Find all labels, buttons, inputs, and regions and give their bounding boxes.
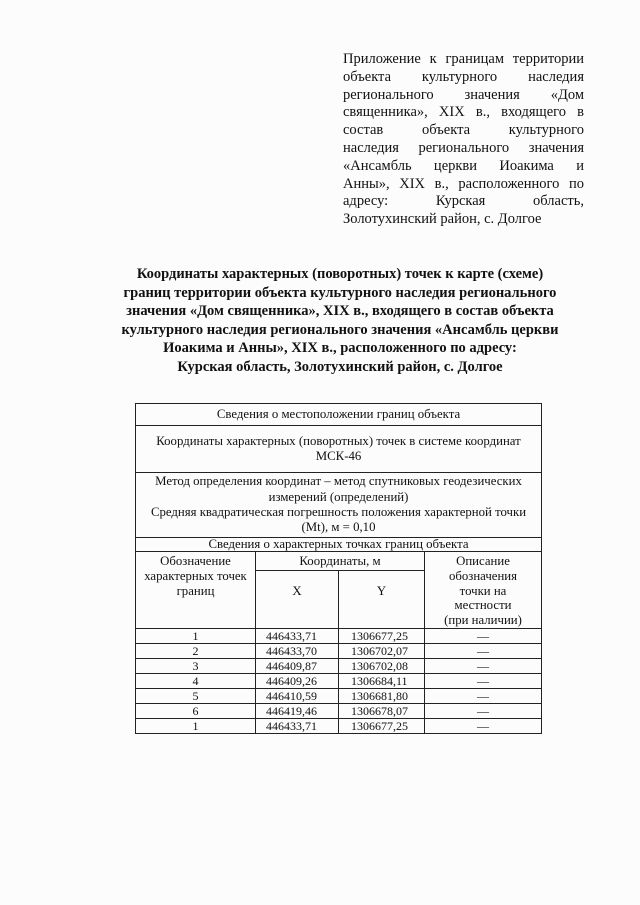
appendix-line: наследия регионального значения (343, 139, 584, 156)
appendix-line: состав объекта культурного (343, 122, 584, 139)
location-header: Сведения о местоположении границ объекта (136, 404, 542, 426)
coord-y: 1306677,25 (339, 629, 425, 644)
appendix-line: Золотухинский район, с. Долгое (343, 211, 542, 228)
method-line: измерений (определений) (268, 489, 409, 504)
header-line: Обозначение (160, 554, 231, 568)
coord-y: 1306678,07 (339, 704, 425, 719)
title-line: культурного наследия регионального значения «Ансамбль церкви (121, 321, 559, 338)
appendix-line: объекта культурного наследия (343, 68, 584, 85)
title-line: Координаты характерных (поворотных) точек к карте (схеме) (136, 266, 544, 282)
point-number: 5 (136, 689, 256, 704)
table-row (136, 473, 542, 538)
appendix-line: «Ансамбль церкви Иоакима и (343, 157, 584, 174)
table-row (136, 426, 542, 473)
title-line: Иоакима и Анны», XIX в., расположенного по адресу: (163, 340, 517, 357)
appendix-line: адресу: Курская область, (343, 193, 584, 210)
coord-x: 446410,59 (256, 689, 339, 704)
title-line: границ территории объекта культурного наследия регионального (123, 284, 557, 301)
point-number: 1 (136, 629, 256, 644)
header-line: местности (454, 598, 512, 613)
coordinates-table (135, 403, 542, 734)
table-row (136, 719, 542, 734)
header-line: обозначения (448, 568, 518, 583)
appendix-note (343, 51, 584, 229)
point-number: 3 (136, 659, 256, 674)
accuracy-line: (Mt), м = 0,10 (301, 520, 376, 535)
table-row (136, 674, 542, 689)
method-cell (136, 473, 542, 538)
document-title (90, 265, 590, 377)
table-row (136, 644, 542, 659)
coord-y: 1306702,07 (339, 644, 425, 659)
table-row (136, 659, 542, 674)
coordinate-system-cell (136, 426, 542, 473)
table-row (136, 538, 542, 552)
table-row (136, 404, 542, 426)
point-description: — (425, 629, 542, 644)
point-number: 1 (136, 719, 256, 734)
table-row (136, 689, 542, 704)
coord-x: 446409,26 (256, 674, 339, 689)
title-line: Курская область, Золотухинский район, с. Долгое (177, 358, 503, 375)
coord-y: 1306702,08 (339, 659, 425, 674)
column-header-x: X (256, 571, 339, 629)
appendix-line: священника», XIX в., входящего в (343, 104, 584, 121)
point-description: — (425, 659, 542, 674)
point-number: 2 (136, 644, 256, 659)
coord-x: 446433,70 (256, 644, 339, 659)
points-header: Сведения о характерных точках границ объекта (136, 538, 542, 552)
coord-y: 1306677,25 (339, 719, 425, 734)
coord-x: 446419,46 (256, 704, 339, 719)
method-line: Метод определения координат – метод спутниковых геодезических (155, 474, 522, 489)
column-header-description (425, 552, 542, 629)
title-line: значения «Дом священника», XIX в., входящего в состав объекта (126, 303, 554, 320)
column-header-y: Y (339, 571, 425, 629)
table-header-row (136, 552, 542, 571)
point-description: — (425, 644, 542, 659)
column-header-coordinates: Координаты, м (256, 552, 425, 571)
coord-x: 446433,71 (256, 719, 339, 734)
appendix-line: Анны», XIX в., расположенного по (343, 175, 584, 192)
column-header-designation (136, 552, 256, 629)
accuracy-line: Средняя квадратическая погрешность положения характерной точки (150, 505, 527, 519)
header-line: точки на (459, 583, 507, 598)
point-number: 4 (136, 674, 256, 689)
point-description: — (425, 719, 542, 734)
point-description: — (425, 689, 542, 704)
crs-line: МСК-46 (315, 449, 362, 463)
appendix-line: регионального значения «Дом (343, 86, 584, 103)
table-row (136, 629, 542, 644)
header-line: границ (176, 583, 215, 598)
crs-line: Координаты характерных (поворотных) точек в системе координат (156, 434, 521, 448)
coord-x: 446409,87 (256, 659, 339, 674)
coord-y: 1306684,11 (339, 674, 425, 689)
header-line: Описание (456, 554, 510, 568)
table-row (136, 704, 542, 719)
appendix-line: Приложение к границам территории (343, 51, 584, 67)
point-description: — (425, 674, 542, 689)
coord-y: 1306681,80 (339, 689, 425, 704)
header-line: (при наличии) (444, 613, 522, 628)
point-number: 6 (136, 704, 256, 719)
point-description: — (425, 704, 542, 719)
header-line: характерных точек (144, 568, 247, 583)
coord-x: 446433,71 (256, 629, 339, 644)
